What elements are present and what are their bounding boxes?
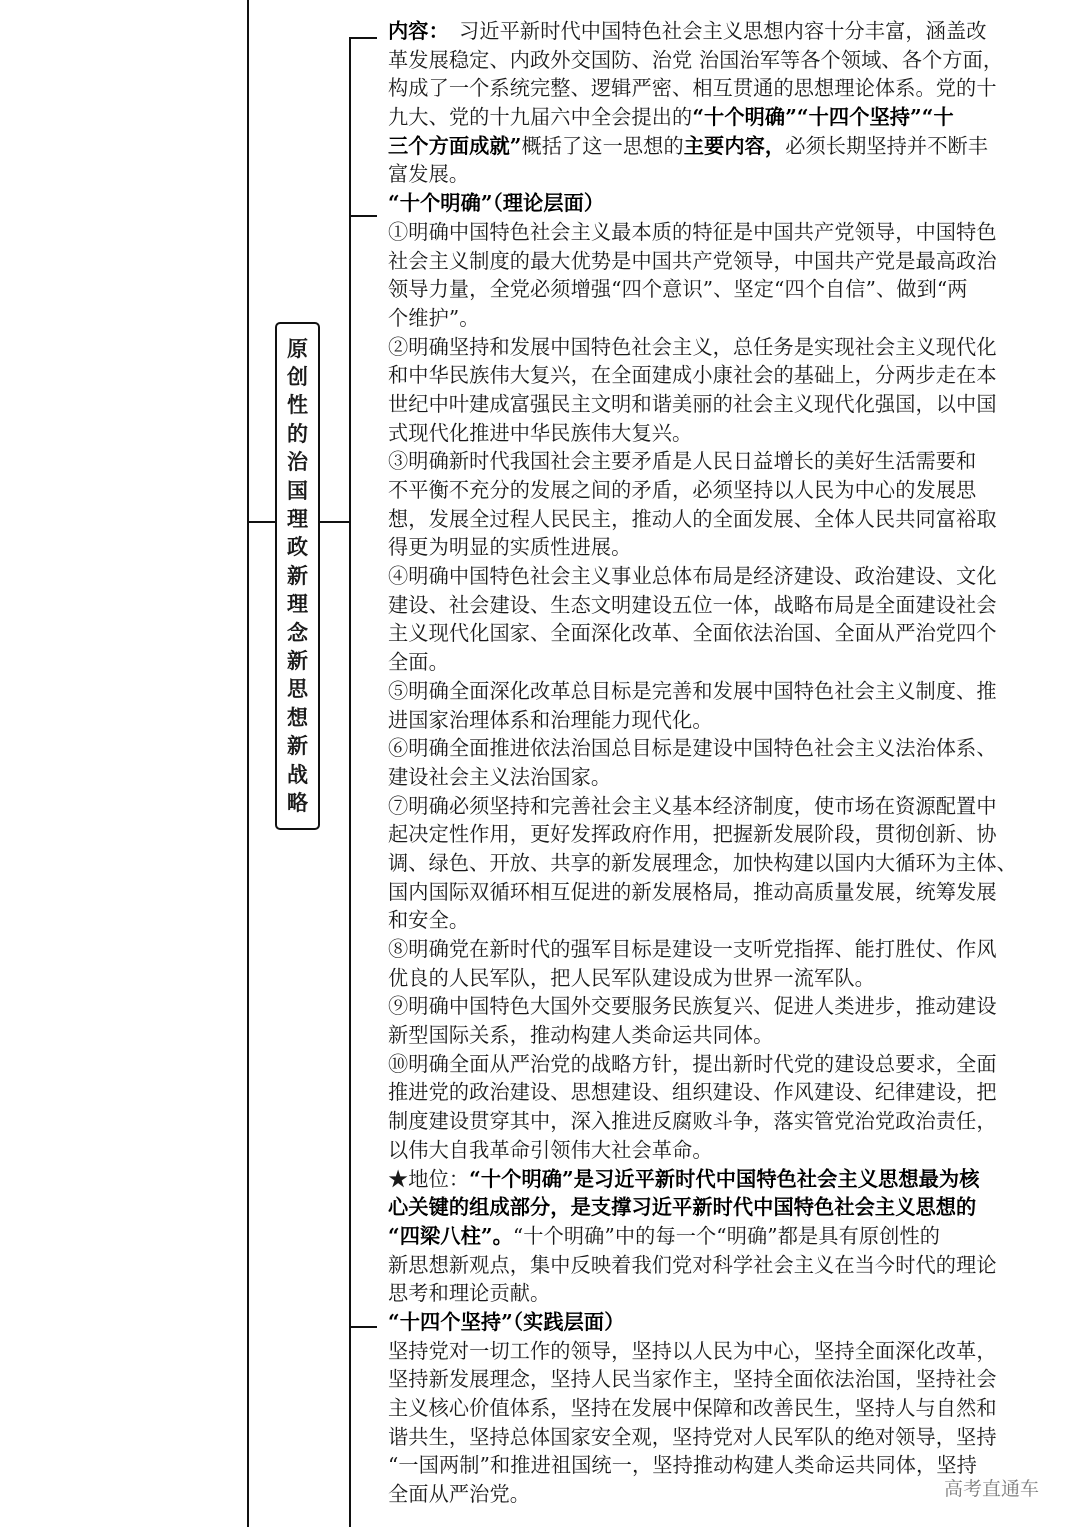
text-segment: 全面从严治党。 (388, 1482, 531, 1507)
text-segment: ②明确坚持和发展中国特色社会主义，总任务是实现社会主义现代化 (388, 334, 997, 359)
branch-line (320, 521, 350, 523)
bold-text: 三个方面成就” (388, 133, 522, 158)
text-line (388, 591, 1048, 620)
text-segment: 构成了一个系统完整、逻辑严密、相互贯通的思想理论体系。党的十 (388, 76, 997, 101)
bracket-tick-fourteen-adherences (349, 1326, 377, 1328)
text-segment: 式现代化推进中华民族伟大复兴。 (388, 420, 693, 445)
bracket-tick-content (349, 37, 377, 39)
topic-box-char: 思 (287, 676, 308, 702)
text-line (388, 476, 1048, 505)
topic-box-char: 战 (287, 761, 308, 787)
text-line (388, 992, 1048, 1021)
text-segment: 个维护”。 (388, 305, 480, 330)
text-segment: ⑤明确全面深化改革总目标是完善和发展中国特色社会主义制度、推 (388, 678, 997, 703)
bold-text: 内容： (388, 19, 439, 43)
text-line (388, 17, 1048, 46)
text-line (388, 1193, 1048, 1222)
text-segment: ★地位： (388, 1166, 470, 1191)
text-segment: 坚持党对一切工作的领导，坚持以人民为中心，坚持全面深化改革， (388, 1338, 997, 1363)
topic-box-char: 理 (287, 505, 308, 531)
text-line (388, 964, 1048, 993)
text-line (388, 820, 1048, 849)
text-line (388, 189, 1048, 218)
text-segment: 社会主义制度的最大优势是中国共产党领导，中国共产党是最高政治 (388, 248, 997, 273)
text-line (388, 390, 1048, 419)
text-segment: “一国两制”和推进祖国统一，坚持推动构建人类命运共同体，坚持 (388, 1453, 977, 1478)
text-line (388, 103, 1048, 132)
text-line (388, 505, 1048, 534)
text-line (388, 1050, 1048, 1079)
text-line (388, 1308, 1048, 1337)
text-line (388, 1222, 1048, 1251)
bold-text: “四梁八柱”。 (388, 1223, 513, 1248)
text-segment: 建设、社会建设、生态文明建设五位一体，战略布局是全面建设社会 (388, 592, 997, 617)
bracket-tick-ten-clarifications (349, 215, 377, 217)
topic-box-char: 原 (287, 335, 308, 361)
text-segment: 新思想新观点，集中反映着我们党对科学社会主义在当今时代的理论 (388, 1252, 997, 1277)
text-segment: 想，发展全过程人民民主，推动人的全面发展、全体人民共同富裕取 (388, 506, 997, 531)
branch-line (247, 521, 275, 523)
topic-box (275, 322, 320, 830)
text-line (388, 849, 1048, 878)
text-segment: 主义现代化国家、全面深化改革、全面依法治国、全面从严治党四个 (388, 621, 997, 646)
document-text (388, 17, 1048, 1509)
text-segment: ①明确中国特色社会主义最本质的特征是中国共产党领导，中国特色 (388, 219, 997, 244)
text-line (388, 906, 1048, 935)
text-line (388, 1394, 1048, 1423)
text-line (388, 132, 1048, 161)
text-segment: 革发展稳定、内政外交国防、治党 治国治军等各个领域、各个方面， (388, 47, 1004, 72)
text-segment: ③明确新时代我国社会主要矛盾是人民日益增长的美好生活需要和 (388, 449, 977, 474)
text-segment: 调、绿色、开放、共享的新发展理念，加快构建以国内大循环为主体、 (388, 850, 1017, 875)
text-line (388, 1423, 1048, 1452)
topic-box-char: 略 (287, 790, 308, 816)
text-segment: 推进党的政治建设、思想建设、组织建设、作风建设、纪律建设，把 (388, 1080, 997, 1105)
text-line (388, 333, 1048, 362)
text-segment: 习近平新时代中国特色社会主义思想内容十分丰富，涵盖改 (438, 19, 987, 43)
text-line (388, 46, 1048, 75)
text-segment: 起决定性作用，更好发挥政府作用，把握新发展阶段，贯彻创新、协 (388, 822, 997, 847)
bracket-line (349, 37, 351, 1527)
text-segment: ⑧明确党在新时代的强军目标是建设一支听党指挥、能打胜仗、作风 (388, 937, 997, 961)
text-line (388, 935, 1048, 964)
text-segment: 领导力量，全党必须增强“四个意识”、坚定“四个自信”、做到“两 (388, 277, 968, 302)
topic-box-char: 新 (287, 648, 308, 674)
text-line (388, 304, 1048, 333)
text-segment: 优良的人民军队，把人民军队建设成为世界一流军队。 (388, 965, 875, 990)
text-line (388, 734, 1048, 763)
text-line (388, 1136, 1048, 1165)
watermark: 高考直通车 (944, 1478, 1040, 1500)
text-segment: 得更为明显的实质性进展。 (388, 535, 632, 560)
text-line (388, 619, 1048, 648)
text-segment: ⑥明确全面推进依法治国总目标是建设中国特色社会主义法治体系、 (388, 736, 997, 761)
text-segment: ④明确中国特色社会主义事业总体布局是经济建设、政治建设、文化 (388, 564, 997, 589)
text-line (388, 763, 1048, 792)
text-segment: 思考和理论贡献。 (388, 1281, 551, 1306)
text-line (388, 792, 1048, 821)
bold-text: “十四个坚持”（实践层面） (388, 1309, 625, 1334)
text-line (388, 1337, 1048, 1366)
text-segment: 以伟大自我革命引领伟大社会革命。 (388, 1137, 713, 1162)
topic-box-char: 创 (287, 363, 308, 389)
text-line (388, 1078, 1048, 1107)
text-line (388, 878, 1048, 907)
text-line (388, 1107, 1048, 1136)
tree-trunk-line (247, 0, 249, 1527)
topic-box-char: 治 (287, 449, 308, 475)
text-line (388, 533, 1048, 562)
bold-text: 主要内容， (683, 133, 786, 158)
bold-text: “十个明确”（理论层面） (388, 191, 605, 216)
text-segment: 坚持新发展理念，坚持人民当家作主，坚持全面依法治国，坚持社会 (388, 1367, 997, 1392)
text-segment: 国内国际双循环相互促进的新发展格局，推动高质量发展，统筹发展 (388, 879, 997, 904)
text-segment: 概括了这一思想的 (521, 133, 684, 158)
topic-box-char: 理 (287, 591, 308, 617)
bold-text: “十个明确”是习近平新时代中国特色社会主义思想最为核 (469, 1166, 980, 1191)
text-line (388, 361, 1048, 390)
text-segment: 必须长期坚持并不断丰 (785, 133, 989, 158)
topic-box-char: 新 (287, 562, 308, 588)
text-segment: 制度建设贯穿其中，深入推进反腐败斗争，落实管党治党政治责任， (388, 1109, 997, 1134)
bold-text: 心关键的组成部分，是支撑习近平新时代中国特色社会主义思想的 (388, 1195, 977, 1220)
text-line (388, 648, 1048, 677)
text-segment: ⑦明确必须坚持和完善社会主义基本经济制度，使市场在资源配置中 (388, 793, 997, 818)
text-segment: 富发展。 (388, 162, 470, 187)
text-line (388, 1365, 1048, 1394)
text-segment: 进国家治理体系和治理能力现代化。 (388, 707, 713, 732)
topic-box-char: 念 (287, 619, 308, 645)
text-line (388, 1251, 1048, 1280)
text-line (388, 706, 1048, 735)
text-segment: 建设社会主义法治国家。 (388, 764, 612, 789)
text-segment: 和安全。 (388, 908, 470, 933)
text-line (388, 562, 1048, 591)
text-line (388, 275, 1048, 304)
topic-box-char: 想 (287, 704, 308, 730)
text-line (388, 247, 1048, 276)
text-segment: ⑨明确中国特色大国外交要服务民族复兴、促进人类进步，推动建设 (388, 994, 997, 1019)
text-line (388, 447, 1048, 476)
topic-box-char: 政 (287, 534, 308, 560)
text-segment: ⑩明确全面从严治党的战略方针，提出新时代党的建设总要求，全面 (388, 1051, 997, 1076)
text-line (388, 1279, 1048, 1308)
text-line (388, 74, 1048, 103)
text-segment: 谐共生，坚持总体国家安全观，坚持党对人民军队的绝对领导，坚持 (388, 1424, 997, 1449)
topic-box-char: 性 (287, 392, 308, 418)
topic-box-char: 的 (287, 420, 308, 446)
bold-text: “十个明确”“十四个坚持”“十 (692, 105, 954, 130)
text-segment: 不平衡不充分的发展之间的矛盾，必须坚持以人民为中心的发展思 (388, 478, 977, 502)
text-segment: 全面。 (388, 650, 449, 675)
text-line (388, 419, 1048, 448)
text-segment: 和中华民族伟大复兴，在全面建成小康社会的基础上，分两步走在本 (388, 363, 997, 388)
text-line (388, 677, 1048, 706)
text-line (388, 1165, 1048, 1194)
topic-box-char: 新 (287, 733, 308, 759)
text-line (388, 218, 1048, 247)
text-segment: 新型国际关系，推动构建人类命运共同体。 (388, 1023, 774, 1048)
text-line (388, 160, 1048, 189)
text-segment: 世纪中叶建成富强民主文明和谐美丽的社会主义现代化强国，以中国 (388, 391, 997, 416)
topic-box-char: 国 (287, 477, 308, 503)
text-segment: 九大、党的十九届六中全会提出的 (388, 105, 693, 130)
text-segment: “十个明确”中的每一个“明确”都是具有原创性的 (512, 1223, 941, 1248)
text-line (388, 1021, 1048, 1050)
text-segment: 主义核心价值体系，坚持在发展中保障和改善民生，坚持人与自然和 (388, 1396, 997, 1420)
